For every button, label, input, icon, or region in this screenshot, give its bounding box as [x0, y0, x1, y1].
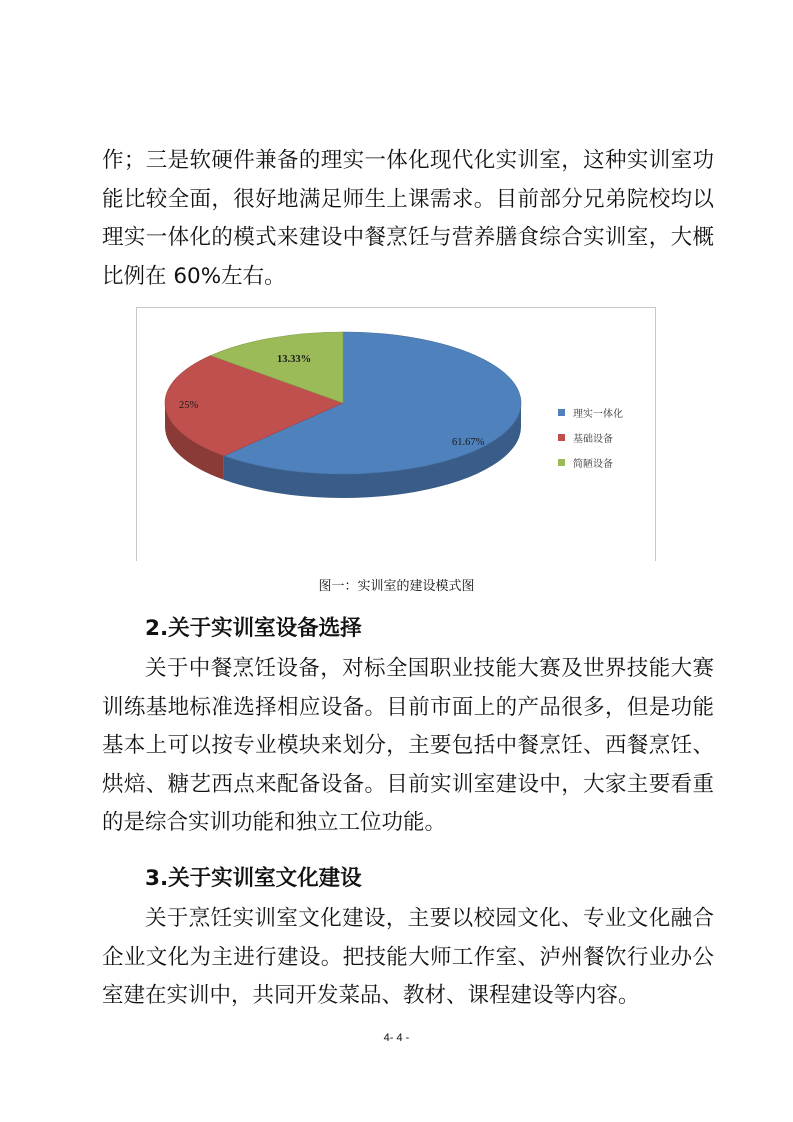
- culture-paragraph: 关于烹饪实训室文化建设，主要以校园文化、专业文化融合企业文化为主进行建设。把技能大师工作室、泸州餐饮行业办公室建在实训中，共同开发菜品、教材、课程建设等内容。: [102, 906, 714, 1008]
- legend-swatch-lishi: [558, 409, 565, 416]
- legend-swatch-jianlou: [558, 459, 565, 466]
- legend-label-jianlou: 简陋设备: [573, 459, 613, 470]
- legend-label-jichu: 基础设备: [573, 434, 613, 445]
- pie-chart-svg: [137, 308, 655, 561]
- equipment-paragraph: 关于中餐烹饪设备，对标全国职业技能大赛及世界技能大赛训练基地标准选择相应设备。目前市面上的产品很多，但是功能基本上可以按专业模块来划分，主要包括中餐烹饪、西餐烹饪、烘焙、糖艺西点来配备设备。目前实训室建设中，大家主要看重的是综合实训功能和独立工位功能。: [102, 656, 714, 835]
- legend-swatch-jichu: [558, 434, 565, 441]
- section-heading-equipment: 2.关于实训室设备选择: [145, 616, 362, 641]
- chart-legend: [558, 407, 623, 470]
- data-label-lishi: 61.67%: [452, 437, 485, 448]
- data-label-jichu: 25%: [179, 400, 199, 411]
- data-label-jianlou: 13.33%: [277, 354, 312, 365]
- figure-caption: 图一：实训室的建设模式图: [318, 579, 475, 594]
- legend-label-lishi: 理实一体化: [573, 409, 623, 420]
- page-number: 4- 4 -: [383, 1032, 410, 1044]
- pie-slices: [165, 332, 521, 498]
- pie-chart: [136, 307, 656, 561]
- intro-paragraph: 作；三是软硬件兼备的理实一体化现代化实训室，这种实训室功能比较全面，很好地满足师生上课需求。目前部分兄弟院校均以理实一体化的模式来建设中餐烹饪与营养膳食综合实训室，大概比例在 60%左右。: [102, 148, 714, 289]
- section-heading-culture: 3.关于实训室文化建设: [145, 866, 362, 891]
